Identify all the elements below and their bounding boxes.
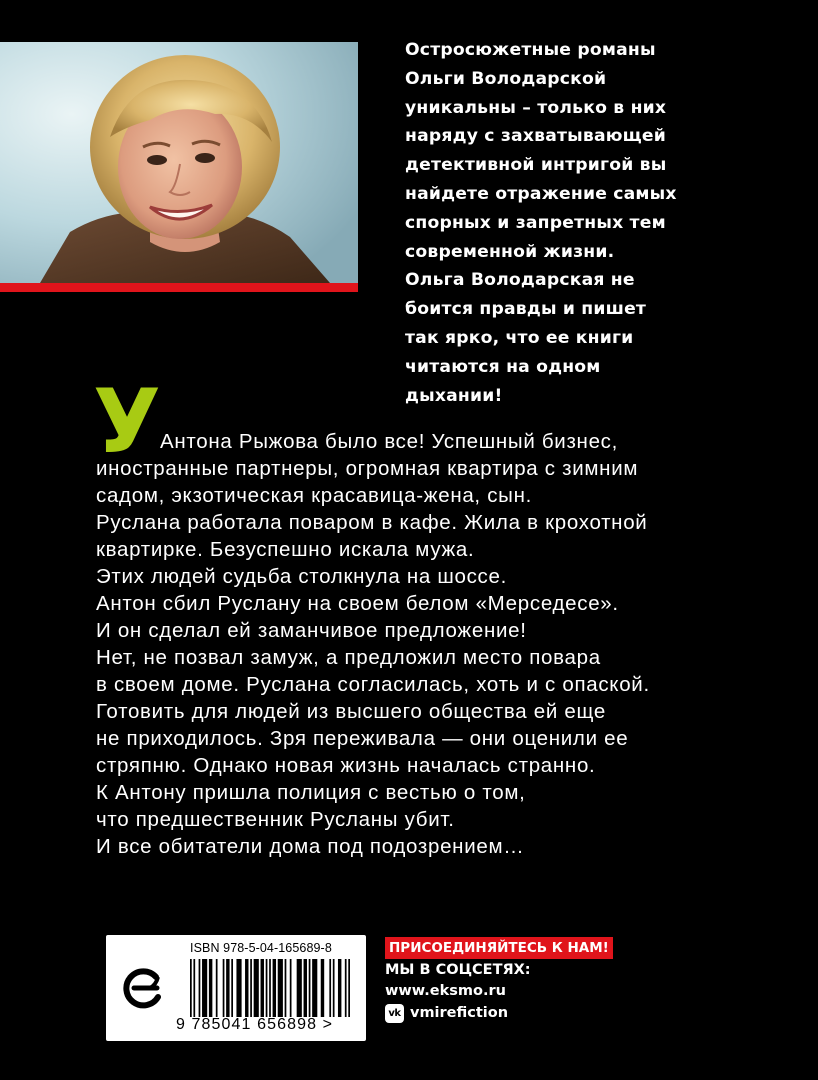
red-stripe [0,283,358,292]
author-photo-frame [0,42,358,292]
barcode-bar [236,959,241,1017]
book-description [96,428,796,860]
barcode-bar [333,959,335,1017]
description-line: И все обитатели дома под подозрением… [96,835,525,858]
blurb-line: современной жизни. [405,241,615,262]
blurb-line: Остросюжетные романы [405,40,656,60]
social-networks-label: МЫ В СОЦСЕТЯХ: [385,962,531,978]
description-line: Готовить для людей из высшего общества ей еще [96,700,606,723]
barcode-bar [266,959,268,1017]
barcode-bar [309,959,311,1017]
barcode-bar [338,959,341,1017]
barcode-bar [261,959,264,1017]
barcode-bar [321,959,324,1017]
blurb-line: читаются на одном [405,356,601,377]
description-line: Нет, не позвал замуж, а предложил место повара [96,646,601,669]
description-line: К Антону пришла полиция с вестью о том, [96,781,526,804]
eksmo-logo-icon [120,963,164,1013]
barcode-bar [348,959,350,1017]
barcode-bar [216,959,218,1017]
vk-icon-text: vk [388,1007,401,1019]
barcode-bar [226,959,229,1017]
blurb-line: спорных и запретных тем [405,212,666,233]
blurb-line: так ярко, что ее книги [405,327,634,348]
barcode-digits: 9 785041 656898 > [176,1016,334,1033]
join-us-banner: ПРИСОЕДИНЯЙТЕСЬ К НАМ! [385,937,613,959]
blurb-line: найдете отражение самых [405,183,677,204]
barcode-bar [329,959,331,1017]
author-portrait-illustration [0,42,358,283]
description-line: иностранные партнеры, огромная квартира с зимним [96,457,639,480]
description-line: не приходилось. Зря переживала — они оценили ее [96,727,629,750]
barcode-bar [285,959,287,1017]
vk-link[interactable] [385,1003,508,1023]
barcode-bar [199,959,201,1017]
blurb-line: дыхании! [405,385,503,406]
barcode-bar [231,959,233,1017]
website-link[interactable]: www.eksmo.ru [385,983,506,999]
description-line: Этих людей судьба столкнула на шоссе. [96,565,507,588]
barcode-bar [312,959,317,1017]
isbn-label: ISBN 978-5-04-165689-8 [190,941,332,955]
barcode-bar [190,959,192,1017]
description-line: садом, экзотическая красавица-жена, сын. [96,484,533,507]
barcode-bar [345,959,347,1017]
barcode-bar [290,959,292,1017]
barcode-bar [193,959,195,1017]
vk-icon [385,1004,404,1023]
barcode-bar [273,959,276,1017]
barcode-bar [269,959,271,1017]
blurb-line: уникальны – только в них [405,97,667,118]
blurb-line: Ольги Володарской [405,68,607,89]
barcode-bar [297,959,302,1017]
author-blurb [405,36,785,410]
blurb-line: Ольга Володарская не [405,270,635,291]
description-line: стряпню. Однако новая жизнь началась странно. [96,754,596,777]
description-line: И он сделал ей заманчивое предложение! [96,619,527,642]
blurb-line: наряду с захватывающей [405,126,666,147]
description-line: квартирке. Безуспешно искала мужа. [96,538,475,561]
blurb-line: детективной интригой вы [405,155,667,176]
description-line: что предшественник Русланы убит. [96,808,455,831]
vk-handle: vmirefiction [410,1005,509,1021]
blurb-line: боится правды и пишет [405,299,647,320]
description-line: Антона Рыжова было все! Успешный бизнес, [160,430,619,453]
barcode [190,959,350,1017]
description-line: Антон сбил Руслану на своем белом «Мерседесе». [96,592,619,615]
barcode-bar [245,959,248,1017]
barcode-bar [254,959,259,1017]
description-line: Руслана работала поваром в кафе. Жила в крохотной [96,511,648,534]
barcode-bar [209,959,212,1017]
barcode-bar [278,959,283,1017]
barcode-bar [250,959,252,1017]
drop-cap: У [93,370,161,473]
barcode-bar [202,959,207,1017]
author-photo [0,42,358,283]
description-line: в своем доме. Руслана согласилась, хоть и с опаской. [96,673,650,696]
barcode-bar [223,959,225,1017]
barcode-card [106,935,366,1041]
barcode-bar [304,959,307,1017]
